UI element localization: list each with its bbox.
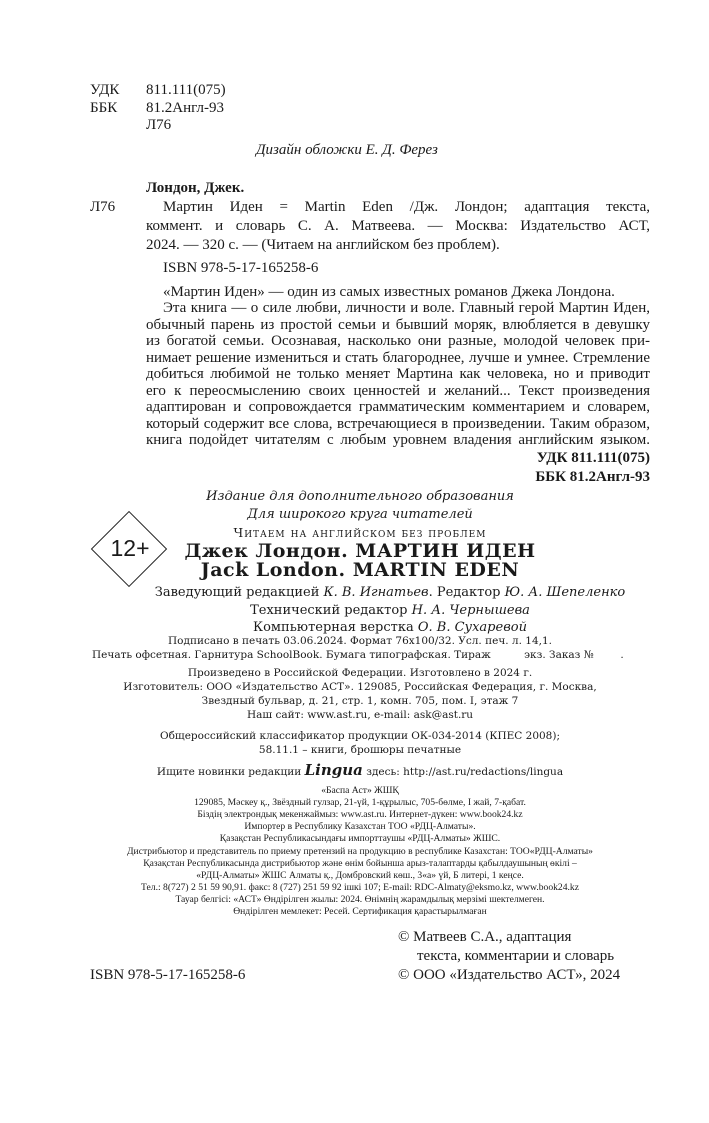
staff-line xyxy=(100,603,680,619)
udk-bold: УДК 811.111(075) xyxy=(536,450,650,466)
annotation-line: обычный парень из простой семьи и бывший моряк, влюбляется в девушку xyxy=(146,316,650,333)
lingua-text: Ищите новинки редакции xyxy=(156,766,305,778)
annotation-line: адаптирован и сопровождается грамматическим комментарием и словарем, xyxy=(146,399,650,416)
kz-line: 129085, Мәскеу қ., Звёздный гулзар, 21-үй, 1-құрылыс, 705-бөлме, I жай, 7-қабат. xyxy=(194,797,526,808)
kz-line: Тел.: 8(727) 2 51 59 90,91. факс: 8 (727) 251 59 92 ішкі 107; E-mail: RDC-Almaty@eksmo.kz, www.book24.kz xyxy=(141,882,579,893)
kz-line: Тауар белгісі: «АСТ» Өндірілген жылы: 2024. Өнімнің жарамдылық мерзімі шектелмеген. xyxy=(175,894,545,905)
lingua-line xyxy=(60,761,660,781)
kz-line: Қазақстан Республикасында дистрибьютор және өнім бойынша арыз-талаптарды қабылдаушының өкілі – xyxy=(143,858,577,869)
staff-line xyxy=(100,585,680,601)
kz-line: Қазақстан Республикасындағы импорттаушы «РДЦ-Алматы» ЖШС. xyxy=(219,833,501,844)
lingua-url[interactable]: здесь: http://ast.ru/redactions/lingua xyxy=(362,766,564,778)
bib-line: 2024. — 320 с. — (Читаем на английском без проблем). xyxy=(146,237,500,253)
staff-name: Н. А. Чернышева xyxy=(411,603,530,618)
udk-label: УДК xyxy=(90,82,120,98)
classifier-line: 58.11.1 – книги, брошюры печатные xyxy=(258,744,462,756)
author-heading: Лондон, Джек. xyxy=(146,180,245,196)
staff-name: К. В. Игнатьев xyxy=(323,585,429,600)
annotation-line: нимает решение измениться и стать благороднее, лучше и умнее. Стремление xyxy=(146,349,650,366)
bib-line: коммент. и словарь С. А. Матвеева. — Москва: Издательство АСТ, xyxy=(146,218,650,234)
annotation-line: из богатой семьи. Осознавая, насколько они разные, молодой человек при- xyxy=(146,333,650,350)
bbk-bold: ББК 81.2Англ-93 xyxy=(535,469,650,485)
staff-line xyxy=(100,620,680,636)
staff-role: . Редактор xyxy=(428,585,505,600)
lingua-logo: Lingua xyxy=(304,761,363,779)
bbk-value: 81.2Англ-93 xyxy=(146,99,224,116)
title-ru: Джек Лондон. МАРТИН ИДЕН xyxy=(184,540,536,562)
copyright-line: текста, комментарии и словарь xyxy=(417,948,615,964)
kz-line: Өндірілген мемлекет: Ресей. Сертификация қарастырылмаған xyxy=(233,906,487,917)
kz-line: Дистрибьютор и представитель по приему претензий на продукцию в республике Казахстан: ТОО«РДЦ-Алматы» xyxy=(127,846,593,857)
annotation-line: Эта книга — о силе любви, личности и воле. Главный герой Мартин Иден, xyxy=(163,300,650,317)
manufacturer-line: Произведено в Российской Федерации. Изготовлено в 2024 г. xyxy=(187,667,533,679)
staff-role: Компьютерная верстка xyxy=(253,620,418,635)
staff-role: Технический редактор xyxy=(250,603,412,618)
annotation-line: который содержит все слова, встречающиеся в произведении. Таким образом, xyxy=(146,415,650,432)
kz-line: Импортер в Республику Казахстан ТОО «РДЦ-Алматы». xyxy=(244,821,476,832)
age-rating: 12+ xyxy=(110,535,150,561)
cover-design-credit: Дизайн обложки Е. Д. Ферез xyxy=(256,142,438,158)
staff-role: Заведующий редакцией xyxy=(154,585,324,600)
series-name: Читаем на английском без проблем xyxy=(233,525,487,540)
audience-line: Для широкого круга читателей xyxy=(247,507,473,522)
manufacturer-line: Звездный бульвар, д. 21, стр. 1, комн. 705, пом. I, этаж 7 xyxy=(201,695,519,707)
udk-value: 811.111(075) xyxy=(146,82,226,98)
print-line: Печать офсетная. Гарнитура SchoolBook. Бумага типографская. Тираж экз. Заказ № . xyxy=(92,649,624,661)
bib-mark: Л76 xyxy=(90,199,116,215)
annotation-line: «Мартин Иден» — один из самых известных романов Джека Лондона. xyxy=(163,284,615,300)
manufacturer-line: Наш сайт: www.ast.ru, e-mail: ask@ast.ru xyxy=(246,709,474,721)
kz-line: «Баспа Аст» ЖШҚ xyxy=(321,785,399,796)
kz-line: «РДЦ-Алматы» ЖШС Алматы қ., Домбровский көш., 3«а» үй, Б литері, 1 кеңсе. xyxy=(196,870,524,881)
annotation-line: его к переосмыслению своих ценностей и желаний... Текст произведения xyxy=(146,382,650,399)
bib-line: Мартин Иден = Martin Eden /Дж. Лондон; адаптация текста, xyxy=(163,199,650,215)
audience-line: Издание для дополнительного образования xyxy=(206,489,514,504)
print-line: Подписано в печать 03.06.2024. Формат 76х100/32. Усл. печ. л. 14,1. xyxy=(168,635,552,647)
copyright-line: © Матвеев С.А., адаптация xyxy=(398,929,572,945)
staff-name: Ю. А. Шепеленко xyxy=(504,585,626,600)
staff-name: О. В. Сухаревой xyxy=(417,620,527,635)
author-mark: Л76 xyxy=(146,117,172,133)
title-en: Jack London. MARTIN EDEN xyxy=(200,559,520,581)
annotation-line: книга подойдет читателям с любым уровнем владения английским языком. xyxy=(146,432,650,448)
bbk-label: ББК xyxy=(90,99,118,116)
kz-line: Біздің электрондық мекенжаймыз: www.ast.ru. Интернет-дүкен: www.book24.kz xyxy=(197,809,523,820)
manufacturer-line: Изготовитель: ООО «Издательство АСТ». 129085, Российская Федерация, г. Москва, xyxy=(123,681,597,693)
isbn-bottom: ISBN 978-5-17-165258-6 xyxy=(90,967,246,983)
annotation-line: добиться любимой не только меняет Мартина как человека, но и приводит xyxy=(146,366,650,383)
copyright-line: © ООО «Издательство АСТ», 2024 xyxy=(398,967,621,983)
isbn: ISBN 978-5-17-165258-6 xyxy=(163,260,319,276)
classifier-line: Общероссийский классификатор продукции ОК-034-2014 (КПЕС 2008); xyxy=(160,730,560,742)
